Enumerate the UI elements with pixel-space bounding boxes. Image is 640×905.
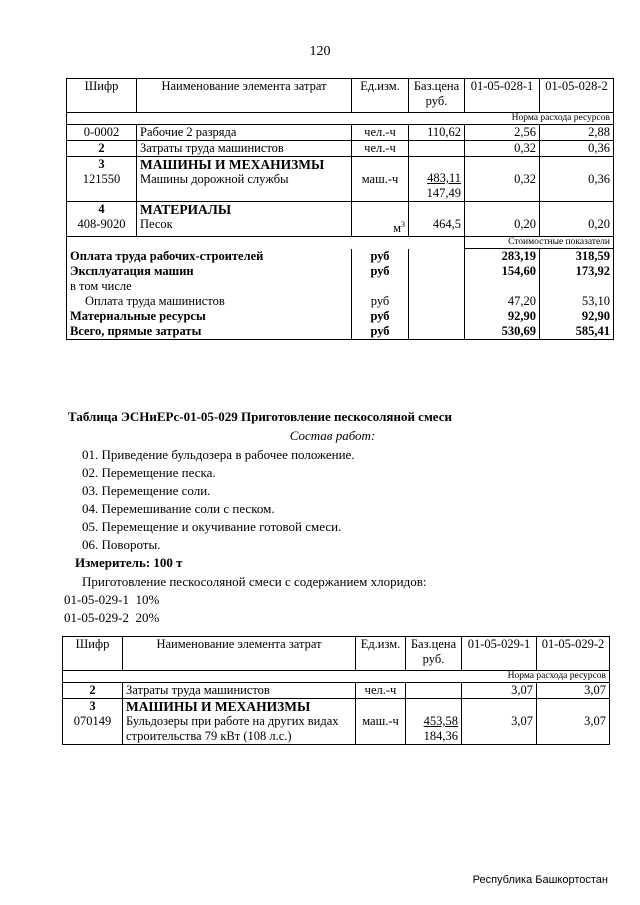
cost-v2: 585,41 — [540, 324, 614, 340]
cost-v2: 173,92 — [540, 264, 614, 294]
resource-table-029 — [62, 636, 610, 745]
list-item: 01. Приведение бульдозера в рабочее положение. — [82, 447, 355, 462]
section-code: 3 — [98, 157, 105, 171]
row-v1: 3,07 — [462, 699, 537, 745]
row-v2: 3,07 — [537, 699, 610, 745]
row-code: 070149 — [73, 714, 112, 728]
table-row — [67, 202, 614, 237]
list-item: 05. Перемещение и окучивание готовой смеси. — [82, 519, 342, 534]
table-title: Таблица ЭСНиЕРс-01-05-029 Приготовление пескосоляной смеси — [68, 409, 452, 424]
row-v2: 0,20 — [540, 202, 614, 237]
intro-text: Приготовление пескосоляной смеси с содержанием хлоридов: — [82, 574, 427, 589]
cost-v1: 47,20 — [465, 294, 540, 309]
variant-row — [64, 591, 159, 609]
section-title: МАТЕРИАЛЫ — [140, 202, 232, 217]
row-v2: 3,07 — [537, 683, 610, 699]
cost-row — [67, 294, 614, 309]
row-name: Рабочие 2 разряда — [137, 125, 352, 141]
cost-label: Стоимостные показатели — [465, 237, 614, 249]
row-v2: 2,88 — [540, 125, 614, 141]
row-code: 2 — [63, 683, 123, 699]
cost-v1: 154,60 — [465, 264, 540, 294]
cost-row — [67, 309, 614, 324]
header-name: Наименование элемента затрат — [123, 637, 356, 671]
header-unit: Ед.изм. — [352, 79, 409, 113]
section-title: МАШИНЫ И МЕХАНИЗМЫ — [126, 699, 311, 714]
cost-v1: 530,69 — [465, 324, 540, 340]
cost-name: Всего, прямые затраты — [67, 324, 352, 340]
cost-unit: руб — [352, 264, 409, 294]
list-item: 04. Перемешивание соли с песком. — [82, 501, 275, 516]
row-v2: 0,36 — [540, 141, 614, 157]
row-unit: чел.-ч — [352, 125, 409, 141]
cost-name: Материальные ресурсы — [67, 309, 352, 324]
cost-unit: руб — [352, 249, 409, 265]
row-price: 453,58 — [423, 714, 458, 728]
row-code: 2 — [67, 141, 137, 157]
header-col1: 01-05-029-1 — [462, 637, 537, 671]
row-price: 464,5 — [409, 202, 465, 237]
cost-v1: 92,90 — [465, 309, 540, 324]
table-row — [67, 125, 614, 141]
header-col1: 01-05-028-1 — [465, 79, 540, 113]
resource-table-028 — [66, 78, 614, 340]
row-v2: 0,36 — [540, 157, 614, 202]
header-col2: 01-05-028-2 — [540, 79, 614, 113]
row-price — [409, 141, 465, 157]
row-unit: чел.-ч — [356, 683, 406, 699]
row-name: Затраты труда машинистов — [137, 141, 352, 157]
header-unit: Ед.изм. — [356, 637, 406, 671]
row-name: Затраты труда машинистов — [123, 683, 356, 699]
page-number: 120 — [309, 44, 331, 59]
list-item: 06. Повороты. — [82, 537, 161, 552]
cost-unit: руб — [352, 309, 409, 324]
variant-value: 10% — [135, 592, 160, 607]
meter: Измеритель: 100 т — [75, 555, 183, 570]
norm-label: Норма расхода ресурсов — [67, 113, 614, 125]
row-name: Песок — [140, 217, 173, 231]
unit-superscript: 3 — [401, 220, 405, 229]
table-row — [63, 683, 610, 699]
cost-name: Оплата труда рабочих-строителей — [67, 249, 352, 265]
cost-row — [67, 264, 614, 294]
row-price: 110,62 — [409, 125, 465, 141]
row-unit: маш.-ч — [356, 699, 406, 745]
table-row — [67, 157, 614, 202]
section-code: 4 — [98, 202, 105, 216]
row-v1: 0,32 — [465, 141, 540, 157]
header-code: Шифр — [67, 79, 137, 113]
row-code: 0-0002 — [67, 125, 137, 141]
row-price-secondary: 147,49 — [426, 186, 461, 200]
row-price-secondary: 184,36 — [423, 729, 458, 743]
footer-region: Республика Башкортостан — [472, 874, 608, 886]
norm-label: Норма расхода ресурсов — [63, 671, 610, 683]
row-unit: маш.-ч — [352, 157, 409, 202]
cost-name: Оплата труда машинистов — [67, 294, 352, 309]
row-price: 483,11 — [427, 171, 461, 185]
cost-v1: 283,19 — [465, 249, 540, 265]
row-code: 408-9020 — [77, 217, 126, 231]
cost-v2: 53,10 — [540, 294, 614, 309]
cost-sub: в том числе — [70, 279, 132, 294]
cost-name: Эксплуатация машин — [70, 264, 194, 279]
row-v1: 3,07 — [462, 683, 537, 699]
list-item: 03. Перемещение соли. — [82, 483, 211, 498]
work-list — [82, 446, 355, 554]
row-v1: 0,20 — [465, 202, 540, 237]
table-row — [63, 699, 610, 745]
variant-code: 01-05-029-2 — [64, 610, 129, 625]
header-name: Наименование элемента затрат — [137, 79, 352, 113]
table-row — [67, 141, 614, 157]
variant-code: 01-05-029-1 — [64, 592, 129, 607]
header-code: Шифр — [63, 637, 123, 671]
section-title: МАШИНЫ И МЕХАНИЗМЫ — [140, 157, 325, 172]
cost-unit: руб — [352, 294, 409, 309]
cost-v2: 318,59 — [540, 249, 614, 265]
row-name: Машины дорожной службы — [140, 172, 289, 186]
cost-row — [67, 324, 614, 340]
variant-row — [64, 609, 159, 627]
list-item: 02. Перемещение песка. — [82, 465, 216, 480]
row-name: Бульдозеры при работе на других видах строительства 79 кВт (108 л.с.) — [126, 714, 339, 743]
cost-row — [67, 249, 614, 265]
row-unit: чел.-ч — [352, 141, 409, 157]
cost-v2: 92,90 — [540, 309, 614, 324]
header-price: Баз.цена руб. — [406, 637, 462, 671]
section-code: 3 — [89, 699, 96, 713]
header-col2: 01-05-029-2 — [537, 637, 610, 671]
row-v1: 0,32 — [465, 157, 540, 202]
work-composition-title: Состав работ: — [289, 428, 376, 443]
row-v1: 2,56 — [465, 125, 540, 141]
cost-unit: руб — [352, 324, 409, 340]
row-code: 121550 — [82, 172, 121, 186]
header-price: Баз.цена руб. — [409, 79, 465, 113]
variant-value: 20% — [135, 610, 160, 625]
row-unit: м — [393, 221, 401, 236]
